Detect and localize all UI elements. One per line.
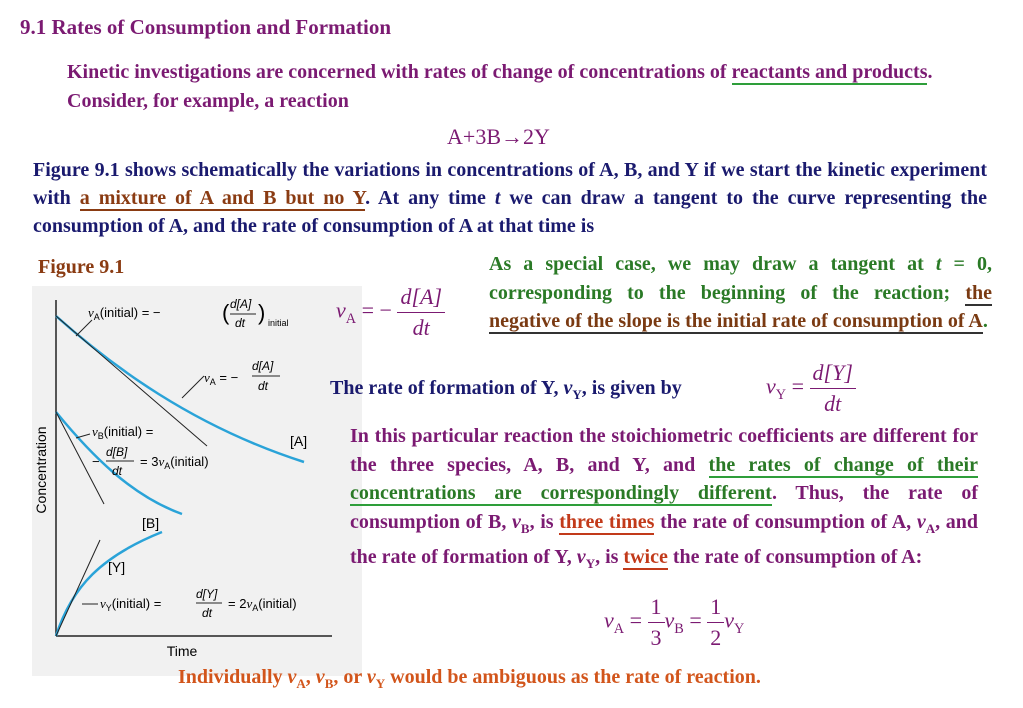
footer-va: v	[287, 666, 297, 688]
equation-va-v: v	[336, 297, 346, 323]
para1-text-2: . At any time	[365, 187, 495, 209]
svg-text:): )	[258, 300, 266, 325]
para1-text-3: we can draw a tangent to the curve representing the consumption of A, and the rate of consumption of A at that time is	[33, 187, 987, 237]
equation-va-den: dt	[412, 315, 430, 340]
label-a: [A]	[290, 433, 308, 449]
svg-text:dt: dt	[235, 316, 246, 330]
footer-text-1: Individually	[178, 666, 288, 688]
footer-va-sub: A	[296, 676, 306, 691]
concentration-figure	[32, 286, 362, 676]
x-axis-label: Time	[166, 643, 198, 659]
intro-paragraph	[67, 58, 947, 116]
equation-vy-den: dt	[824, 391, 842, 416]
formation-text-1: The rate of formation of Y,	[330, 377, 564, 399]
equation-vy-eq: =	[791, 373, 805, 399]
formation-v: v	[563, 377, 573, 399]
footer-vb: v	[315, 666, 325, 688]
svg-text:dt: dt	[258, 379, 269, 393]
stoich-va: v	[916, 510, 926, 533]
stoichiometry-paragraph	[350, 422, 978, 579]
stoich-text-1: In this particular reaction the stoichiometric coefficients are different for the three species, A, B, and Y, and	[350, 425, 978, 476]
three-times-link[interactable]: three times	[559, 510, 655, 533]
svg-text:(: (	[222, 300, 230, 325]
equation-vy-sub: Y	[775, 386, 787, 403]
twice-link[interactable]: twice	[623, 546, 668, 568]
mixture-link[interactable]: a mixture of A and B but no Y	[79, 187, 366, 209]
svg-text:d[A]: d[A]	[252, 359, 274, 373]
reactant-b: 3B	[475, 124, 501, 149]
equation-va-eq: =	[361, 297, 375, 323]
equation-vy-num: d[Y]	[812, 360, 853, 385]
equation-va	[336, 284, 445, 341]
ratio-d1: 3	[650, 625, 662, 650]
ratio-vb: v	[664, 607, 675, 633]
footer-vy-sub: Y	[375, 676, 386, 691]
equation-ratio	[604, 594, 744, 651]
equation-va-sub: A	[345, 310, 357, 327]
equation-vy	[766, 360, 856, 417]
svg-text:= 2vA(initial): = $2v_A(initial)$	[228, 596, 297, 613]
ratio-vy: v	[724, 607, 735, 633]
formation-sub: Y	[572, 387, 582, 402]
stoich-va-sub: A	[925, 520, 936, 536]
equation-va-fraction	[397, 284, 445, 341]
svg-text:= 3vA(initial): = $3v_A(initial)$	[140, 454, 209, 471]
ratio-va: v	[604, 607, 614, 633]
stoich-vb-sub: B	[520, 520, 530, 536]
plus-sign: +	[462, 124, 476, 149]
footer-vy: v	[366, 666, 376, 688]
reaction-equation	[447, 124, 550, 150]
formation-text-2: , is given by	[581, 377, 682, 399]
formation-sentence	[330, 377, 682, 403]
equation-va-num: d[A]	[400, 284, 442, 309]
svg-text:vB(initial) =: $v_B(initial)$ =	[92, 424, 154, 441]
stoich-vy-sub: Y	[585, 556, 596, 571]
svg-text:−: −	[92, 454, 100, 469]
svg-text:d[Y]: d[Y]	[196, 587, 218, 601]
special-t: t	[935, 253, 942, 275]
ratio-eq-2: =	[689, 607, 702, 633]
y-axis-label: Concentration	[33, 426, 49, 514]
ratio-vy-sub: Y	[734, 620, 745, 637]
initial-rate-link[interactable]: the negative of the slope is the initial rate of consumption of A	[489, 281, 992, 332]
equation-vy-v: v	[766, 373, 776, 399]
ratio-n2: 1	[707, 594, 724, 623]
ratio-vb-sub: B	[674, 620, 684, 637]
reactant-a: A	[447, 124, 463, 149]
ratio-fraction-1	[648, 594, 665, 651]
svg-text:d[B]: d[B]	[106, 445, 128, 459]
intro-text-2: . Consider, for example, a reaction	[67, 61, 933, 112]
stoich-vy: v	[576, 546, 586, 568]
ratio-d2: 2	[710, 625, 722, 650]
footer-comma-2: , or	[333, 666, 367, 688]
ratio-fraction-2	[707, 594, 724, 651]
ratio-n1: 1	[648, 594, 665, 623]
special-case-paragraph	[489, 250, 992, 336]
stoich-vb: v	[512, 510, 521, 533]
reaction-arrow: →	[501, 124, 523, 149]
figure-label: Figure 9.1	[38, 256, 125, 278]
special-text-1: As a special case, we may draw a tangent at	[489, 253, 936, 275]
equation-vy-fraction	[810, 360, 856, 417]
footer-comma-1: ,	[305, 666, 316, 688]
page-title: 9.1 Rates of Consumption and Formation	[20, 15, 392, 39]
svg-text:initial: initial	[268, 318, 289, 328]
svg-text:dt: dt	[202, 606, 213, 620]
stoich-text-3: , is	[529, 510, 560, 533]
figure-description-paragraph	[33, 156, 987, 240]
footer-vb-sub: B	[324, 676, 334, 691]
figure-background	[32, 286, 362, 676]
svg-text:vY(initial) =: $v_Y(initial)$ =	[100, 596, 162, 613]
svg-text:vA = −: $v_A$ = −	[204, 370, 239, 387]
stoich-text-4: the rate of consumption of A,	[654, 510, 917, 533]
footer-note	[178, 666, 761, 692]
label-y: [Y]	[108, 559, 126, 575]
product-y: 2Y	[523, 124, 550, 149]
special-text-3: .	[982, 310, 988, 332]
stoich-text-6: , is	[595, 546, 624, 568]
para1-t: t	[494, 187, 501, 209]
label-b: [B]	[142, 515, 160, 531]
special-text-2: = 0, corresponding to the beginning of the reaction;	[489, 253, 992, 304]
stoich-text-5: , and the rate of formation of Y,	[350, 510, 979, 568]
svg-text:vA(initial) = −: $v_A(initial)$ = −	[88, 305, 161, 322]
stoich-text-2: . Thus, the rate of consumption of B,	[350, 482, 978, 533]
intro-text-1: Kinetic investigations are concerned with rates of change of concentrations of	[67, 61, 732, 83]
svg-text:dt: dt	[112, 464, 123, 478]
ratio-va-sub: A	[613, 620, 625, 637]
ratio-eq-1: =	[629, 607, 643, 633]
rates-different-link[interactable]: the rates of change of their concentrations are correspondingly different	[350, 453, 978, 504]
stoich-text-7: the rate of consumption of A:	[667, 546, 923, 568]
svg-text:d[A]: d[A]	[230, 297, 252, 311]
equation-va-minus: −	[379, 297, 392, 323]
reactants-products-link[interactable]: reactants and products	[731, 61, 928, 83]
footer-text-2: would be ambiguous as the rate of reaction.	[385, 666, 761, 688]
para1-text-1: Figure 9.1 shows schematically the variations in concentrations of A, B, and Y if we start the kinetic experiment with	[33, 159, 987, 209]
